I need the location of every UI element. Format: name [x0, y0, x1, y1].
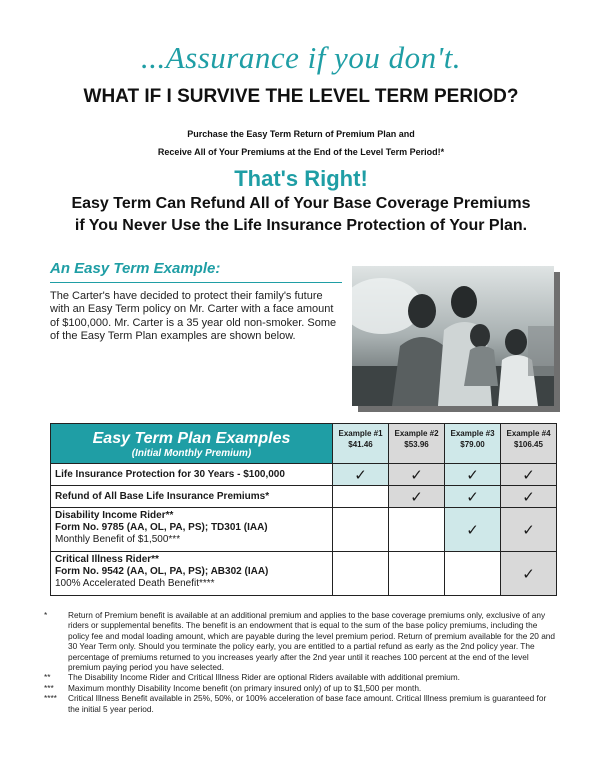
check-icon: ✓ [501, 464, 557, 486]
example-divider [50, 282, 342, 283]
footnote [44, 693, 560, 714]
empty-cell [389, 508, 445, 552]
example-price: $79.00 [460, 440, 485, 449]
table-row [51, 552, 557, 596]
example-4-header [501, 424, 557, 464]
check-icon: ✓ [389, 464, 445, 486]
refund-line-2: if You Never Use the Life Insurance Protection of Your Plan. [74, 217, 528, 234]
rider-form: Form No. 9542 (AA, OL, PA, PS); AB302 (IAA) [55, 566, 269, 577]
rider-detail: 100% Accelerated Death Benefit**** [55, 578, 215, 589]
table-row [51, 486, 557, 508]
footnote-text: Critical Illness Benefit available in 25%, 50%, or 100% acceleration of base face amount. Critical Illness premium is guaranteed for the initial 5 year period. [68, 693, 547, 714]
rider-name: Critical Illness Rider** [55, 554, 159, 565]
rider-name: Disability Income Rider** [55, 510, 174, 521]
check-icon: ✓ [445, 508, 501, 552]
empty-cell [333, 552, 389, 596]
row-label: Refund of All Base Life Insurance Premiums* [51, 486, 333, 508]
example-1-header [333, 424, 389, 464]
footnote-text: Maximum monthly Disability Income benefit (on primary insured only) of up to $1,500 per month. [68, 682, 422, 693]
footnotes [44, 610, 560, 714]
headline: WHAT IF I SURVIVE THE LEVEL TERM PERIOD? [83, 86, 519, 107]
footnote-mark: ** [44, 672, 51, 683]
footnote-text: The Disability Income Rider and Critical Illness Rider are optional Riders available with additional premium. [68, 672, 460, 683]
example-text: The Carter's have decided to protect their family's future with an Easy Term policy on Mr. Carter with a face amount of $100,000. Mr. Carter is a 35 year old non-smoker. Some of the Easy Term Plan examples are shown below. [50, 290, 337, 343]
empty-cell [445, 552, 501, 596]
subhead-line-1: Purchase the Easy Term Return of Premium Plan and [187, 129, 415, 139]
example-price: $41.46 [348, 440, 373, 449]
footnote [44, 672, 560, 682]
example-label: Example #2 [394, 429, 439, 438]
example-price: $106.45 [514, 440, 543, 449]
check-icon: ✓ [501, 552, 557, 596]
footnote-mark: * [44, 610, 48, 620]
check-icon: ✓ [445, 486, 501, 508]
refund-line-1: Easy Term Can Refund All of Your Base Coverage Premiums [71, 195, 531, 212]
footnote [44, 610, 560, 672]
footnote-mark: **** [44, 693, 57, 704]
subhead [0, 125, 602, 161]
check-icon: ✓ [501, 508, 557, 552]
family-photo [352, 266, 554, 406]
example-2-header [389, 424, 445, 464]
check-icon: ✓ [445, 464, 501, 486]
footnote [44, 683, 560, 693]
example-3-header [445, 424, 501, 464]
example-price: $53.96 [404, 440, 429, 449]
check-icon: ✓ [333, 464, 389, 486]
thats-right-heading: That's Right! [234, 166, 368, 191]
row-label [51, 508, 333, 552]
check-icon: ✓ [501, 486, 557, 508]
table-title-sub: (Initial Monthly Premium) [131, 447, 252, 459]
rider-form: Form No. 9785 (AA, OL, PA, PS); TD301 (IAA) [55, 522, 268, 533]
check-icon: ✓ [389, 486, 445, 508]
row-label [51, 552, 333, 596]
row-label: Life Insurance Protection for 30 Years - $100,000 [51, 464, 333, 486]
footnote-mark: *** [44, 682, 54, 693]
plan-examples-table [50, 423, 557, 596]
table-title-main: Easy Term Plan Examples [92, 429, 291, 447]
table-row [51, 464, 557, 486]
footnote-text: Return of Premium benefit is available at an additional premium and applies to the base coverage premiums only, exclusive of any riders or supplemental benefits. The benefit is an endowment that is equal to the sum of the base policy premiums, including the policy fee and modal loading amount, which are payable during the level premium period. Return of premium available for the 20 and 30 Year Term only. Should you terminate the policy early, you are entitled to a partial refund as early as the 2nd policy year. The percentage of premiums returned to you increases yearly after the 2nd year until it reaches 100 percent at the end of the level premium paying period you have selected. [68, 610, 556, 673]
example-label: Example #1 [338, 429, 383, 438]
empty-cell [333, 486, 389, 508]
table-header-row [51, 424, 557, 464]
tagline: ...Assurance if you don't. [140, 40, 462, 75]
table-title [51, 424, 333, 464]
example-label: Example #3 [450, 429, 495, 438]
empty-cell [389, 552, 445, 596]
refund-statement [0, 193, 602, 237]
example-label: Example #4 [506, 429, 551, 438]
example-heading: An Easy Term Example: [50, 260, 221, 277]
empty-cell [333, 508, 389, 552]
rider-detail: Monthly Benefit of $1,500*** [55, 534, 181, 545]
table-row [51, 508, 557, 552]
subhead-line-2: Receive All of Your Premiums at the End of the Level Term Period!* [157, 147, 445, 157]
